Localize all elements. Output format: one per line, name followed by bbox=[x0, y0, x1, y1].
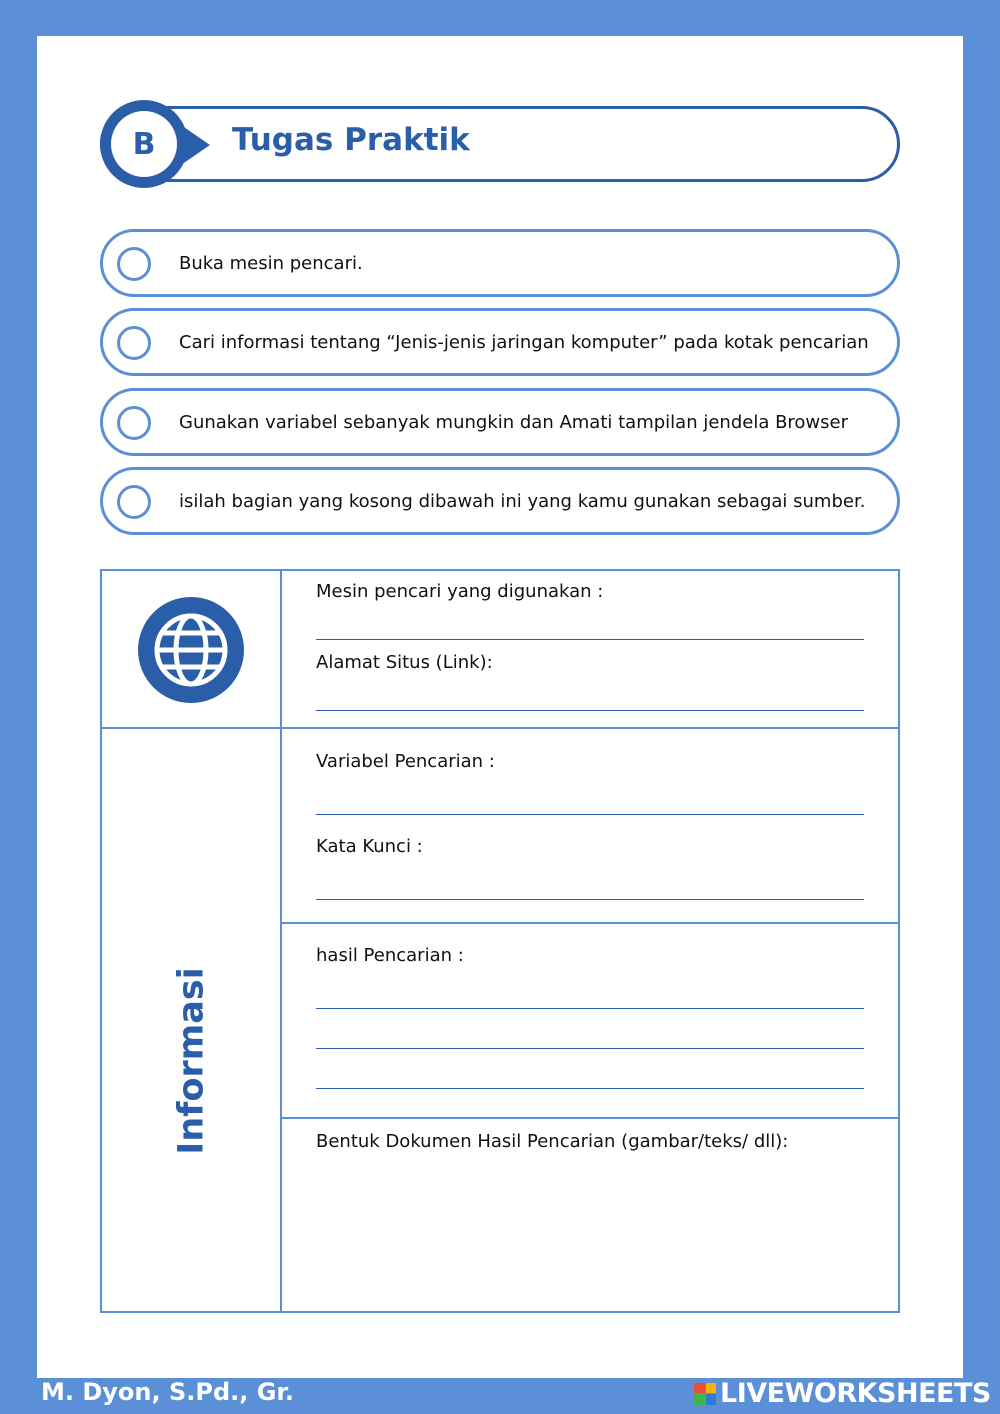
document-form-label: Bentuk Dokumen Hasil Pencarian (gambar/teks/ dll): bbox=[316, 1131, 789, 1152]
task-text: Buka mesin pencari. bbox=[179, 253, 363, 274]
search-result-label: hasil Pencarian : bbox=[316, 945, 464, 966]
globe-icon bbox=[138, 597, 244, 703]
checkbox-circle[interactable] bbox=[117, 485, 151, 519]
site-address-input[interactable] bbox=[316, 710, 864, 711]
keyword-label: Kata Kunci : bbox=[316, 836, 423, 857]
author-name: M. Dyon, S.Pd., Gr. bbox=[41, 1378, 294, 1406]
section-badge-letter: B bbox=[111, 111, 177, 177]
task-text: isilah bagian yang kosong dibawah ini yang kamu gunakan sebagai sumber. bbox=[179, 491, 866, 512]
task-text: Cari informasi tentang “Jenis-jenis jaringan komputer” pada kotak pencarian bbox=[179, 332, 869, 353]
checkbox-circle[interactable] bbox=[117, 247, 151, 281]
task-item bbox=[100, 308, 900, 376]
row-divider bbox=[280, 922, 898, 924]
search-result-input-2[interactable] bbox=[316, 1048, 864, 1049]
search-result-input-3[interactable] bbox=[316, 1088, 864, 1089]
document-form-area[interactable] bbox=[316, 1171, 864, 1291]
search-variable-label: Variabel Pencarian : bbox=[316, 751, 495, 772]
checkbox-circle[interactable] bbox=[117, 406, 151, 440]
search-engine-label: Mesin pencari yang digunakan : bbox=[316, 581, 604, 602]
task-item bbox=[100, 388, 900, 456]
column-divider bbox=[280, 571, 282, 1311]
side-label bbox=[142, 776, 242, 1346]
section-header-bar bbox=[100, 106, 900, 182]
arrow-right-icon bbox=[178, 123, 210, 167]
side-label-text: Informasi bbox=[172, 967, 213, 1155]
brand-name: LIVEWORKSHEETS bbox=[720, 1378, 991, 1409]
row-divider bbox=[102, 727, 898, 729]
site-address-label: Alamat Situs (Link): bbox=[316, 652, 493, 673]
search-variable-input[interactable] bbox=[316, 814, 864, 815]
liveworksheets-logo-icon bbox=[694, 1383, 716, 1405]
section-badge bbox=[100, 100, 188, 188]
row-divider bbox=[280, 1117, 898, 1119]
checkbox-circle[interactable] bbox=[117, 326, 151, 360]
section-title: Tugas Praktik bbox=[232, 122, 470, 158]
info-form-table bbox=[100, 569, 900, 1313]
keyword-input[interactable] bbox=[316, 899, 864, 900]
search-result-input-1[interactable] bbox=[316, 1008, 864, 1009]
brand-logo[interactable] bbox=[694, 1378, 991, 1409]
search-engine-input[interactable] bbox=[316, 639, 864, 640]
task-item bbox=[100, 467, 900, 535]
task-text: Gunakan variabel sebanyak mungkin dan Amati tampilan jendela Browser bbox=[179, 412, 849, 433]
task-item bbox=[100, 229, 900, 297]
